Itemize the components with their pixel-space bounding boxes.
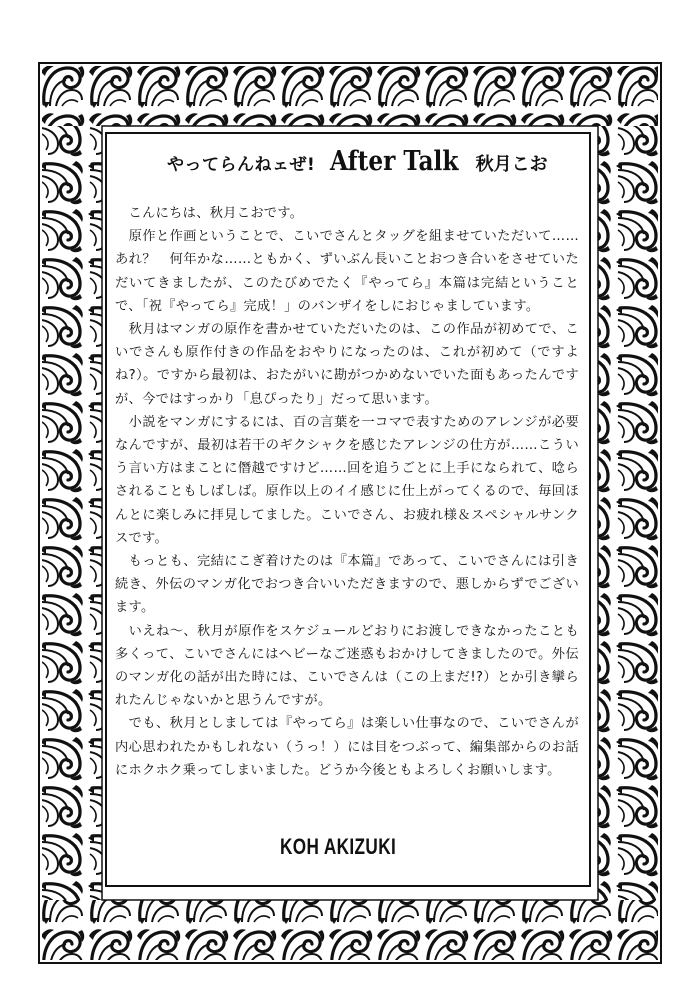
paragraph: いえね～、秋月が原作をスケジュールどおりにお渡しできなかったことも多くって、こいでさんにはヘビーなご迷惑もおかけしてきましたので。外伝のマンガ化の話が出た時には、こいでさんは（この上まだ!?）とか引き攣られたんじゃないかと思うんですが。 [115,623,579,709]
afterword-body [115,202,579,782]
heading-title: After Talk [330,146,459,177]
paragraph: 小説をマンガにするには、百の言葉を一コマで表すためのアレンジが必要なんですが、最初は若干のギクシャクを感じたアレンジの仕方が……こういう言い方はまことに僭越ですけど……回を追うごとに上手になられて、唸らされることもしばしば。原作以上のイイ感じに仕上がってくるので、毎回ほんとに楽しみに拝見してました。こいでさん、お疲れ様＆スペシャルサンクスです。 [115,414,579,546]
author-signature: KOH AKIZUKI [280,834,397,859]
paragraph: こんにちは、秋月こおです。 [115,206,304,221]
afterword-heading [167,146,587,186]
paragraph: 原作と作画ということで、こいでさんとタッグを組ませていただいて……あれ？ 何年かな……ともかく、ずいぶん長いことおつき合いをさせていただいてきましたが、このたびめでたく『やってら』本篇は完結ということで、「祝『やってら』完成！」のバンザイをしにおじゃましています。 [115,229,579,314]
paragraph: でも、秋月としましては『やってら』は楽しい仕事なので、こいでさんが内心思われたかもしれない（うっ！）には目をつぶって、編集部からのお話にホクホク乗ってしまいました。どうか今後ともよろしくお願いします。 [115,716,579,778]
paragraph: もっとも、完結にこぎ着けたのは『本篇』であって、こいでさんには引き続き、外伝のマンガ化でおつき合いいただきますので、悪しからずでございます。 [115,554,579,616]
paragraph: 秋月はマンガの原作を書かせていただいたのは、この作品が初めてで、こいでさんも原作付きの作品をおやりになったのは、これが初めて（ですよね?）。ですから最初は、おたがいに勘がつかめないでいた面もあったんですが、今ではすっかり「息ぴったり」だって思います。 [115,322,579,407]
heading-subtitle: やってらんねェぜ! [167,155,316,175]
heading-author: 秋月こお [475,154,548,175]
